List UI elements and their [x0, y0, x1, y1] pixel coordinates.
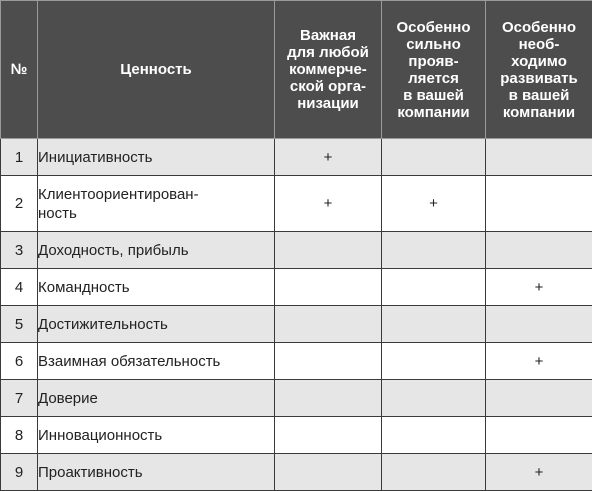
mark-develop	[486, 417, 592, 454]
table-row	[1, 343, 592, 380]
table-row	[1, 454, 592, 491]
mark-develop	[486, 139, 592, 176]
mark-develop	[486, 380, 592, 417]
mark-develop	[486, 343, 592, 380]
mark-develop	[486, 232, 592, 269]
row-number	[1, 139, 38, 176]
mark-develop-text: +	[535, 464, 544, 481]
header-num: №	[1, 1, 38, 139]
value-name	[38, 380, 275, 417]
row-number-text: 8	[15, 427, 23, 444]
header-row	[1, 1, 592, 139]
table-row	[1, 269, 592, 306]
mark-important	[275, 269, 382, 306]
mark-important	[275, 139, 382, 176]
table-row	[1, 380, 592, 417]
mark-develop	[486, 306, 592, 343]
mark-develop-text: +	[535, 353, 544, 370]
header-important: Важная для любой коммерче- ской орга- низации	[275, 1, 382, 139]
row-number-text: 3	[15, 242, 23, 259]
value-name	[38, 306, 275, 343]
row-number	[1, 176, 38, 232]
mark-important	[275, 232, 382, 269]
mark-develop-text: +	[535, 279, 544, 296]
row-number	[1, 269, 38, 306]
value-name-text: Проактивность	[38, 463, 143, 482]
value-name	[38, 176, 275, 232]
header-value: Ценность	[38, 1, 275, 139]
value-name	[38, 232, 275, 269]
mark-develop	[486, 269, 592, 306]
row-number	[1, 306, 38, 343]
mark-important	[275, 343, 382, 380]
row-number-text: 7	[15, 390, 23, 407]
mark-important	[275, 417, 382, 454]
row-number	[1, 343, 38, 380]
mark-important-text: +	[324, 149, 333, 166]
header-manifested: Особенно сильно прояв- ляется в вашей компании	[382, 1, 486, 139]
row-number-text: 5	[15, 316, 23, 333]
mark-manifested	[382, 269, 486, 306]
mark-important	[275, 176, 382, 232]
row-number	[1, 380, 38, 417]
value-name	[38, 417, 275, 454]
table-row	[1, 232, 592, 269]
table-row	[1, 306, 592, 343]
row-number-text: 4	[15, 279, 23, 296]
mark-manifested-text: +	[429, 195, 438, 212]
value-name	[38, 139, 275, 176]
value-name	[38, 343, 275, 380]
value-name-text: Командность	[38, 278, 130, 297]
mark-manifested	[382, 380, 486, 417]
mark-manifested	[382, 306, 486, 343]
row-number-text: 9	[15, 464, 23, 481]
header-develop: Особенно необ- ходимо развивать в вашей компании	[486, 1, 592, 139]
table-row	[1, 139, 592, 176]
value-name-text: Клиентоориентирован- ность	[38, 185, 199, 223]
mark-manifested	[382, 139, 486, 176]
mark-manifested	[382, 232, 486, 269]
table-body	[1, 139, 592, 491]
mark-develop	[486, 176, 592, 232]
row-number-text: 1	[15, 149, 23, 166]
mark-important	[275, 306, 382, 343]
table-row	[1, 417, 592, 454]
mark-manifested	[382, 417, 486, 454]
value-name-text: Достижительность	[38, 315, 168, 334]
row-number	[1, 232, 38, 269]
value-name-text: Инновационность	[38, 426, 162, 445]
mark-important-text: +	[324, 195, 333, 212]
mark-important	[275, 380, 382, 417]
value-name	[38, 454, 275, 491]
value-name-text: Взаимная обязательность	[38, 352, 220, 371]
row-number	[1, 454, 38, 491]
value-name-text: Инициативность	[38, 148, 152, 167]
table-row	[1, 176, 592, 232]
row-number-text: 2	[15, 195, 23, 212]
row-number	[1, 417, 38, 454]
mark-manifested	[382, 176, 486, 232]
mark-important	[275, 454, 382, 491]
mark-develop	[486, 454, 592, 491]
mark-manifested	[382, 343, 486, 380]
value-name-text: Доходность, прибыль	[38, 241, 189, 260]
value-name-text: Доверие	[38, 389, 98, 408]
row-number-text: 6	[15, 353, 23, 370]
mark-manifested	[382, 454, 486, 491]
value-name	[38, 269, 275, 306]
